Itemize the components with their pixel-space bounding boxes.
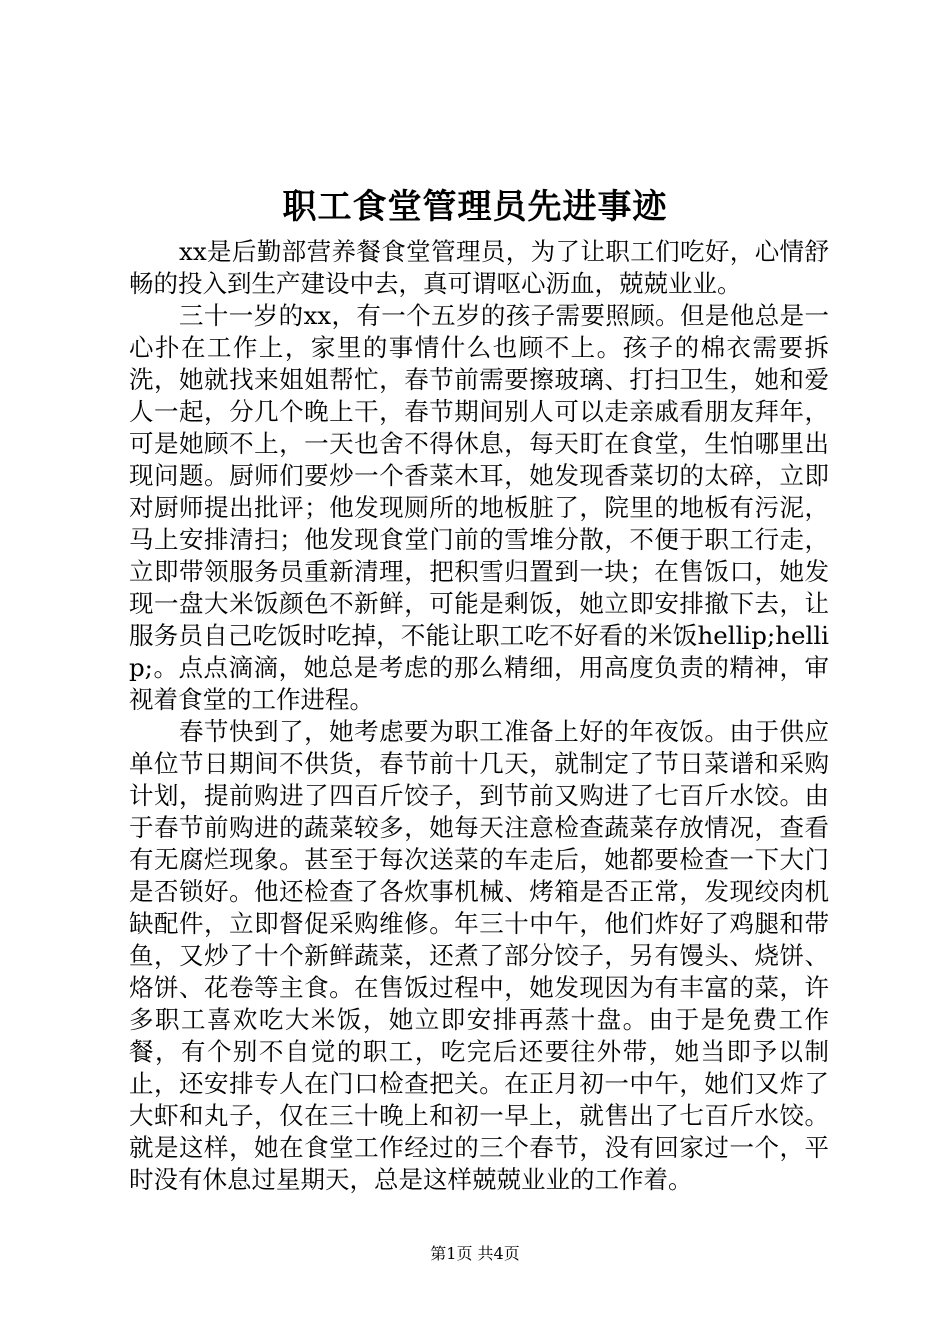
paragraph-3: 春节快到了，她考虑要为职工准备上好的年夜饭。由于供应单位节日期间不供货，春节前十几天，就制定了节日菜谱和采购计划，提前购进了四百斤饺子，到节前又购进了七百斤水饺。由于春节前购进的蔬菜较多，她每天注意检查蔬菜存放情况，查看有无腐烂现象。甚至于每次送菜的车走后，她都要检查一下大门是否锁好。他还检查了各炊事机械、烤箱是否正常，发现绞肉机缺配件，立即督促采购维修。年三十中午，他们炸好了鸡腿和带鱼，又炒了十个新鲜蔬菜，还煮了部分饺子，另有馒头、烧饼、烙饼、花卷等主食。在售饭过程中，她发现因为有丰富的菜，许多职工喜欢吃大米饭，她立即安排再蒸十盘。由于是免费工作餐，有个别不自觉的职工，吃完后还要往外带，她当即予以制止，还安排专人在门口检查把关。在正月初一中午，她们又炸了大虾和丸子，仅在三十晚上和初一早上，就售出了七百斤水饺。就是这样，她在食堂工作经过的三个春节，没有回家过一个，平时没有休息过星期天，总是这样兢兢业业的工作着。 xyxy=(129,717,829,1194)
paragraph-2: 三十一岁的xx，有一个五岁的孩子需要照顾。但是他总是一心扑在工作上，家里的事情什么也顾不上。孩子的棉衣需要拆洗，她就找来姐姐帮忙，春节前需要擦玻璃、打扫卫生，她和爱人一起，分几个晚上干，春节期间别人可以走亲戚看朋友拜年，可是她顾不上，一天也舍不得休息，每天盯在食堂，生怕哪里出现问题。厨师们要炒一个香菜木耳，她发现香菜切的太碎，立即对厨师提出批评；他发现厕所的地板脏了，院里的地板有污泥，马上安排清扫；他发现食堂门前的雪堆分散，不便于职工行走，立即带领服务员重新清理，把积雪归置到一块；在售饭口，她发现一盘大米饭颜色不新鲜，可能是剩饭，她立即安排撤下去，让服务员自己吃饭时吃掉，不能让职工吃不好看的米饭hellip;hellip;。点点滴滴，她总是考虑的那么精细，用高度负责的精神，审视着食堂的工作进程。 xyxy=(129,301,829,714)
paragraph-1: xx是后勤部营养餐食堂管理员，为了让职工们吃好，心情舒畅的投入到生产建设中去，真可谓呕心沥血，兢兢业业。 xyxy=(129,237,829,298)
document-body xyxy=(129,236,829,1196)
page-footer: 第1页 共4页 xyxy=(430,1244,520,1263)
document-title: 职工食堂管理员先进事迹 xyxy=(282,187,668,227)
